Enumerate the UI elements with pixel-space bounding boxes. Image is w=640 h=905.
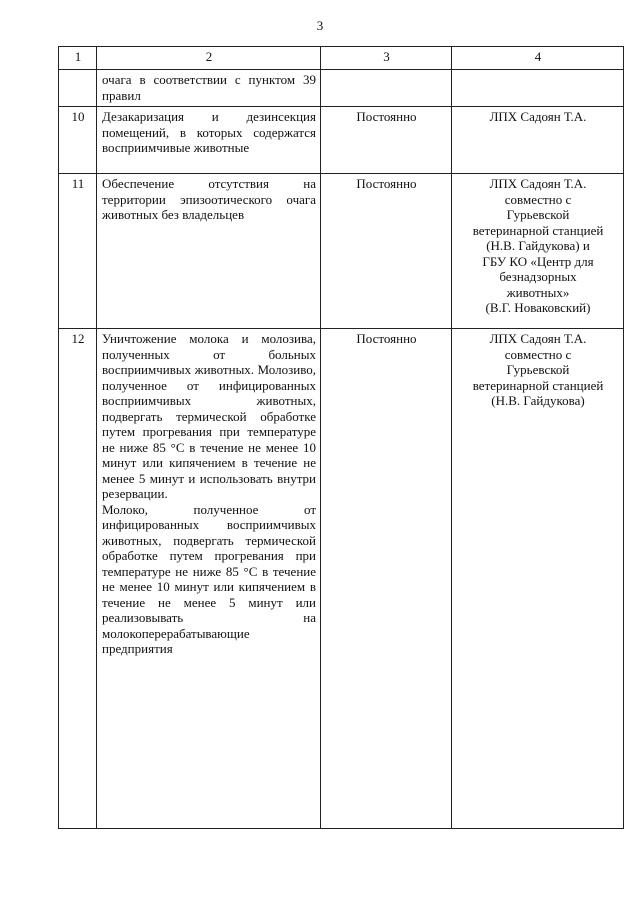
header-col-1: 1: [59, 47, 97, 70]
responsible-line: Гурьевской: [506, 362, 570, 377]
measure-paragraph: Уничтожение молока и молозива, полученных от больных восприимчивых животных. Молозиво, полученное от инфицированных восприимчивых животных, подвергать термической обработке путем прогревания при температуре не ниже 85 °С в течение не менее 10 минут или кипячением в течение не менее 5 минут и использовать внутри резервации.: [102, 331, 316, 501]
measure-paragraph: Молоко, полученное от инфицированных восприимчивых животных, подвергать термической обработке путем прогревания при температуре не ниже 85 °С в течение не менее 10 минут или кипячением в течение не менее 5 минут или реализовывать на молокоперерабатывающие предприятия: [102, 501, 316, 656]
table-row: [59, 70, 624, 107]
table-header-row: [59, 47, 624, 70]
page-number: 3: [316, 18, 324, 33]
responsible-text: [452, 107, 624, 174]
measure-text: [97, 70, 321, 107]
header-col-3: 3: [321, 47, 452, 70]
responsible-line: ветеринарной станцией: [472, 222, 604, 238]
responsible-line: ЛПХ Садоян Т.А.: [489, 109, 587, 124]
responsible-line: Гурьевской: [506, 207, 570, 222]
timing-text: Постоянно: [321, 174, 452, 329]
row-number: [59, 70, 97, 107]
measure-text: [97, 107, 321, 174]
responsible-line: (Н.В. Гайдукова) и: [486, 238, 590, 253]
responsible-line: ГБУ КО «Центр для: [482, 253, 594, 269]
header-col-4: 4: [452, 47, 624, 70]
table-row: [59, 107, 624, 174]
responsible-text: [452, 70, 624, 107]
responsible-line: совместно с: [504, 191, 572, 207]
timing-text: [321, 70, 452, 107]
responsible-line: (Н.В. Гайдукова): [491, 393, 585, 408]
responsible-line: ЛПХ Садоян Т.А.: [489, 331, 587, 346]
responsible-line: безнадзорных: [499, 269, 577, 284]
responsible-line: (В.Г. Новаковский): [485, 300, 591, 315]
measure-paragraph: Обеспечение отсутствия на территории эпизоотического очага животных без владельцев: [102, 176, 316, 222]
row-number: 10: [59, 107, 97, 174]
row-number: 12: [59, 329, 97, 829]
row-number: 11: [59, 174, 97, 329]
measure-text: [97, 174, 321, 329]
timing-text: Постоянно: [321, 329, 452, 829]
responsible-line: ветеринарной станцией: [472, 377, 604, 393]
responsible-line: ЛПХ Садоян Т.А.: [489, 176, 587, 191]
responsible-line: совместно с: [504, 346, 572, 362]
responsible-line: животных»: [506, 284, 570, 300]
measure-paragraph: очага в соответствии с пунктом 39 правил: [102, 72, 316, 103]
responsible-text: [452, 174, 624, 329]
responsible-text: [452, 329, 624, 829]
header-col-2: 2: [97, 47, 321, 70]
measure-text: [97, 329, 321, 829]
measure-paragraph: Дезакаризация и дезинсекция помещений, в которых содержатся восприимчивые животные: [102, 109, 316, 155]
timing-text: Постоянно: [321, 107, 452, 174]
table-row: [59, 329, 624, 829]
table-row: [59, 174, 624, 329]
measures-table: [58, 46, 624, 829]
